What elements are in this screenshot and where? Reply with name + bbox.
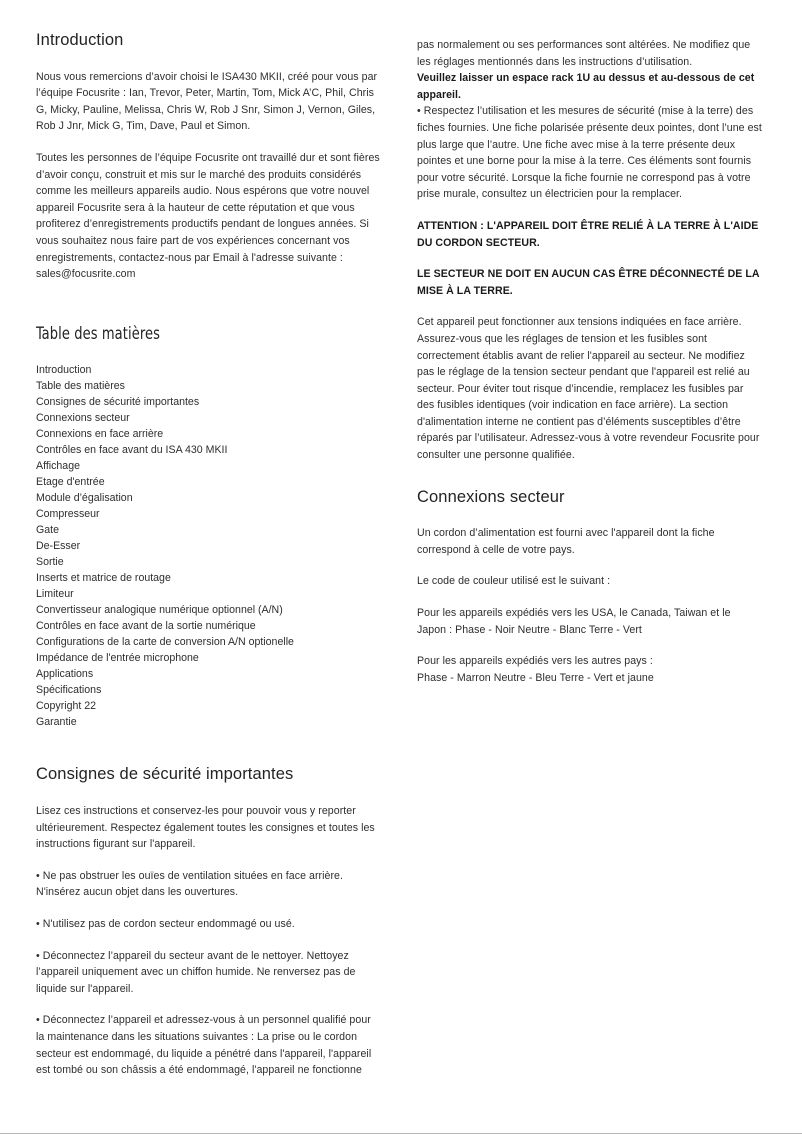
toc-item-label: Limiteur [36,588,74,601]
toc-item[interactable] [36,506,381,522]
page-title-introduction: Introduction [36,31,124,49]
toc-item-label: Impédance de l'entrée microphone [36,652,199,665]
warning-mains-earth: LE SECTEUR NE DOIT EN AUCUN CAS ÊTRE DÉCONNECTÉ DE LA MISE À LA TERRE. [417,268,760,297]
toc-item-label: Garantie [36,716,77,729]
toc-item-label: Inserts et matrice de routage [36,572,171,585]
toc-item[interactable] [36,634,381,650]
safety-bullet-service: • Déconnectez l’appareil et adressez-vous à un personnel qualifié pour la maintenance dans les situations suivantes : La prise ou le cordon secteur est endommagé, du liquide a pénétré dans l'appareil, l'appareil est tombé ou son châssis a été endommagé, l'appareil ne fonctionne [36,1014,372,1077]
toc-item-label: Affichage [36,460,80,473]
toc-item[interactable] [36,698,381,714]
toc-item[interactable] [36,362,381,378]
toc-item-label: Convertisseur analogique numérique optionnel (A/N) [36,604,283,617]
mains-cord-paragraph: Un cordon d’alimentation est fourni avec l'appareil dont la fiche correspond à celle de votre pays. [417,527,715,556]
safety-paragraph-intro: Lisez ces instructions et conservez-les pour pouvoir vous y reporter ultérieurement. Respectez également toutes les consignes et toutes les instructions figurant sur l'appareil. [36,805,375,851]
wiring-region-us-line1: Pour les appareils expédiés vers les USA, le Canada, Taiwan et le [417,607,731,620]
toc-item[interactable] [36,570,381,586]
toc-item-label: Table des matières [36,380,125,393]
toc-item[interactable] [36,602,381,618]
toc-item[interactable] [36,378,381,394]
section-heading-table-of-contents: Table des matières [36,323,160,343]
toc-item[interactable] [36,666,381,682]
section-heading-safety-instructions: Consignes de sécurité importantes [36,765,294,784]
toc-item[interactable] [36,522,381,538]
toc-item[interactable] [36,554,381,570]
right-column [417,30,762,1094]
colour-code-intro: Le code de couleur utilisé est le suivant : [417,575,611,588]
spacer [36,298,381,324]
toc-item[interactable] [36,442,381,458]
toc-item-label: Gate [36,524,59,537]
toc-item[interactable] [36,586,381,602]
toc-item[interactable] [36,410,381,426]
toc-item-label: Copyright 22 [36,700,97,713]
toc-item[interactable] [36,682,381,698]
toc-item-label: Introduction [36,364,92,377]
intro-paragraph-1: Nous vous remercions d’avoir choisi le ISA430 MKII, créé pour vous par l’équipe Focusrite : Ian, Trevor, Peter, Martin, Tom, Mick A’C, Phil, Chris G, Micky, Pauline, Melissa, Chris W, Rob J Snr, Simon J, Vernon, Giles, Rob J Jnr, Mick G, Tim, Dave, Paul et Simon. [36,70,378,133]
toc-item-label: Connexions en face arrière [36,428,164,441]
table-of-contents-list [36,362,381,730]
toc-item[interactable] [36,426,381,442]
toc-item-label: Connexions secteur [36,412,130,425]
toc-item-label: Compresseur [36,508,100,521]
toc-item-label: De-Esser [36,540,81,553]
toc-item-label: Applications [36,668,94,681]
toc-item-label: Contrôles en face avant du ISA 430 MKII [36,444,228,457]
safety-bullet-power-cord: • N'utilisez pas de cordon secteur endommagé ou usé. [36,917,295,930]
toc-item-label: Etage d'entrée [36,476,105,489]
rack-space-notice: Veuillez laisser un espace rack 1U au dessus et au-dessous de cet appareil. [417,72,755,101]
toc-item-label: Consignes de sécurité importantes [36,396,200,409]
toc-item[interactable] [36,474,381,490]
toc-item[interactable] [36,618,381,634]
toc-item[interactable] [36,490,381,506]
two-column-layout [36,30,774,1094]
contact-email: sales@focusrite.com [36,268,136,281]
toc-item-label: Sortie [36,556,64,569]
wiring-region-other-line2: Phase - Marron Neutre - Bleu Terre - Vert et jaune [417,671,654,684]
safety-bullet-plug-grounding: • Respectez l’utilisation et les mesures de sécurité (mise à la terre) des fiches fournies. Une fiche polarisée présente deux pointes, dont l’une est plus large que l’autre. Une fiche avec mise à la terre présente deux pointes et une borne pour la mise à la terre. Ces éléments sont fournis pour votre sécurité. Lorsque la fiche fournie ne correspond pas à votre prise murale, consultez un électricien pour la remplacer. [417,105,762,201]
safety-paragraph-continuation: pas normalement ou ses performances sont altérées. Ne modifiez que les réglages mentionnés dans les instructions d’utilisation. [417,39,751,68]
toc-item-label: Configurations de la carte de conversion A/N optionelle [36,636,294,649]
toc-item[interactable] [36,458,381,474]
left-column [36,30,381,1094]
spacer [417,479,762,487]
intro-paragraph-2: Toutes les personnes de l’équipe Focusrite ont travaillé dur et sont fières d’avoir conçu, construit et mis sur le marché des produits considérés comme les meilleurs appareils audio. Nous espérons que votre nouvel appareil Focusrite sera à la hauteur de cette réputation et que vous profiterez d’enregistrements productifs pendant de longues années. Si vous souhaitez nous faire part de vos expériences concernant vos enregistrements, contactez-nous par Email à l'adresse suivante : [36,152,380,264]
wiring-region-other-line1: Pour les appareils expédiés vers les autres pays : [417,655,653,668]
wiring-region-us-line2: Japon : Phase - Noir Neutre - Blanc Terre - Vert [417,623,642,636]
section-heading-mains-connections: Connexions secteur [417,487,565,506]
safety-bullet-ventilation: • Ne pas obstruer les ouïes de ventilation situées en face arrière. N'insérez aucun objet dans les ouvertures. [36,869,343,899]
toc-item[interactable] [36,394,381,410]
toc-item-label: Module d’égalisation [36,492,133,505]
spacer [36,730,381,764]
toc-item[interactable] [36,538,381,554]
safety-bullet-cleaning: • Déconnectez l’appareil du secteur avant de le nettoyer. Nettoyez l’appareil uniquement avec un chiffon humide. Ne renversez pas de liquide sur l'appareil. [36,949,356,995]
toc-item-label: Contrôles en face avant de la sortie numérique [36,620,256,633]
voltage-and-fuses-paragraph: Cet appareil peut fonctionner aux tensions indiquées en face arrière. Assurez-vous que les réglages de tension et les fusibles sont correctement établis avant de relier l'appareil au secteur. Ne modifiez pas le réglage de la tension secteur pendant que l'appareil est relié au secteur. Pour éviter tout risque d’incendie, remplacez les fusibles par des fusibles identiques (voir indication en face arrière). La section d'alimentation interne ne contient pas d’éléments susceptibles d’être réparés par l’utilisateur. Adressez-vous à votre revendeur Focusrite pour consulter une personne qualifiée. [417,316,760,462]
toc-item-label: Spécifications [36,684,102,697]
toc-item[interactable] [36,714,381,730]
warning-earth-connection: ATTENTION : L'APPAREIL DOIT ÊTRE RELIÉ À LA TERRE À L'AIDE DU CORDON SECTEUR. [417,219,759,249]
toc-item[interactable] [36,650,381,666]
